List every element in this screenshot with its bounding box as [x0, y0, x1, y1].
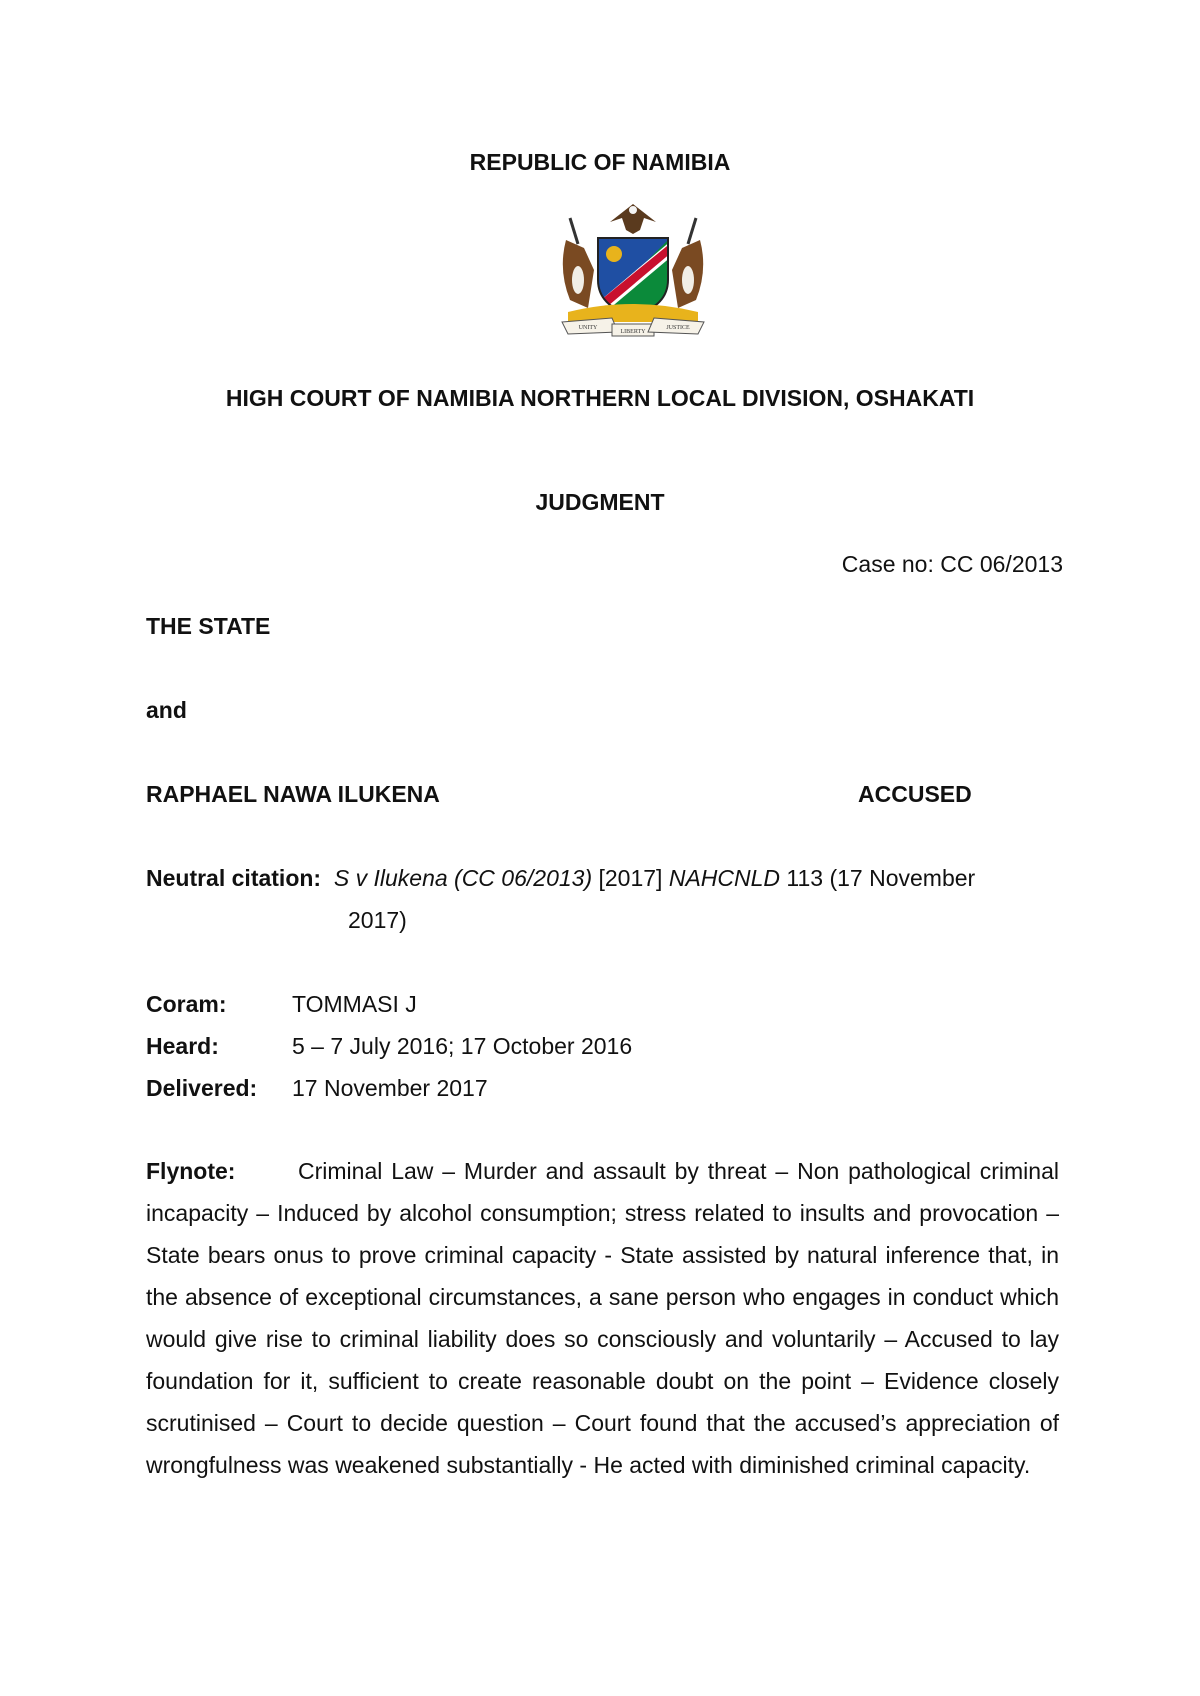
citation-case: S v Ilukena (CC 06/2013) — [333, 865, 593, 891]
citation-line2: 2017) — [348, 907, 407, 933]
flynote-label: Flynote: — [146, 1158, 236, 1184]
citation-rest: 113 (17 November — [786, 865, 976, 891]
coram-value: TOMMASI J — [292, 991, 417, 1017]
flynote-text: Criminal Law – Murder and assault by threat – Non pathological criminal incapacity – Induced by alcohol consumption; stress related to insults and provocation – State bears onus to prove criminal capacity - State assisted by natural inference that, in the absence of exceptional circumstances, a sane person who engages in conduct which would give rise to criminal liability does so consciously and voluntarily – Accused to lay foundation for it, sufficient to create reasonable doubt on the point – Evidence closely scrutinised – Court to decide question – Court found that the accused’s appreciation of wrongfulness was weakened substantially - He acted with diminished criminal capacity. — [146, 1158, 1059, 1478]
scroll-center-text: LIBERTY — [620, 329, 646, 335]
country-heading: REPUBLIC OF NAMIBIA — [469, 149, 731, 175]
scroll-left-text: UNITY — [578, 325, 598, 331]
coram-label: Coram: — [146, 991, 227, 1017]
namibia-coat-of-arms-icon — [548, 200, 718, 340]
and-text: and — [146, 697, 187, 723]
case-number: Case no: CC 06/2013 — [841, 551, 1063, 577]
plaintiff-name: THE STATE — [146, 613, 271, 639]
delivered-label: Delivered: — [146, 1075, 258, 1101]
heard-label: Heard: — [146, 1033, 219, 1059]
accused-role: ACCUSED — [858, 781, 972, 807]
citation-reporter: NAHCNLD — [668, 865, 781, 891]
neutral-citation — [146, 864, 1059, 892]
citation-label: Neutral citation: — [146, 865, 322, 891]
delivered-value: 17 November 2017 — [292, 1075, 488, 1101]
court-heading: HIGH COURT OF NAMIBIA NORTHERN LOCAL DIVISION, OSHAKATI — [225, 385, 975, 411]
accused-name: RAPHAEL NAWA ILUKENA — [146, 781, 440, 807]
citation-year: [2017] — [598, 865, 663, 891]
scroll-right-text: JUSTICE — [666, 325, 690, 331]
judgment-heading: JUDGMENT — [535, 489, 665, 515]
flynote-paragraph — [146, 1150, 1059, 1486]
heard-value: 5 – 7 July 2016; 17 October 2016 — [292, 1033, 633, 1059]
